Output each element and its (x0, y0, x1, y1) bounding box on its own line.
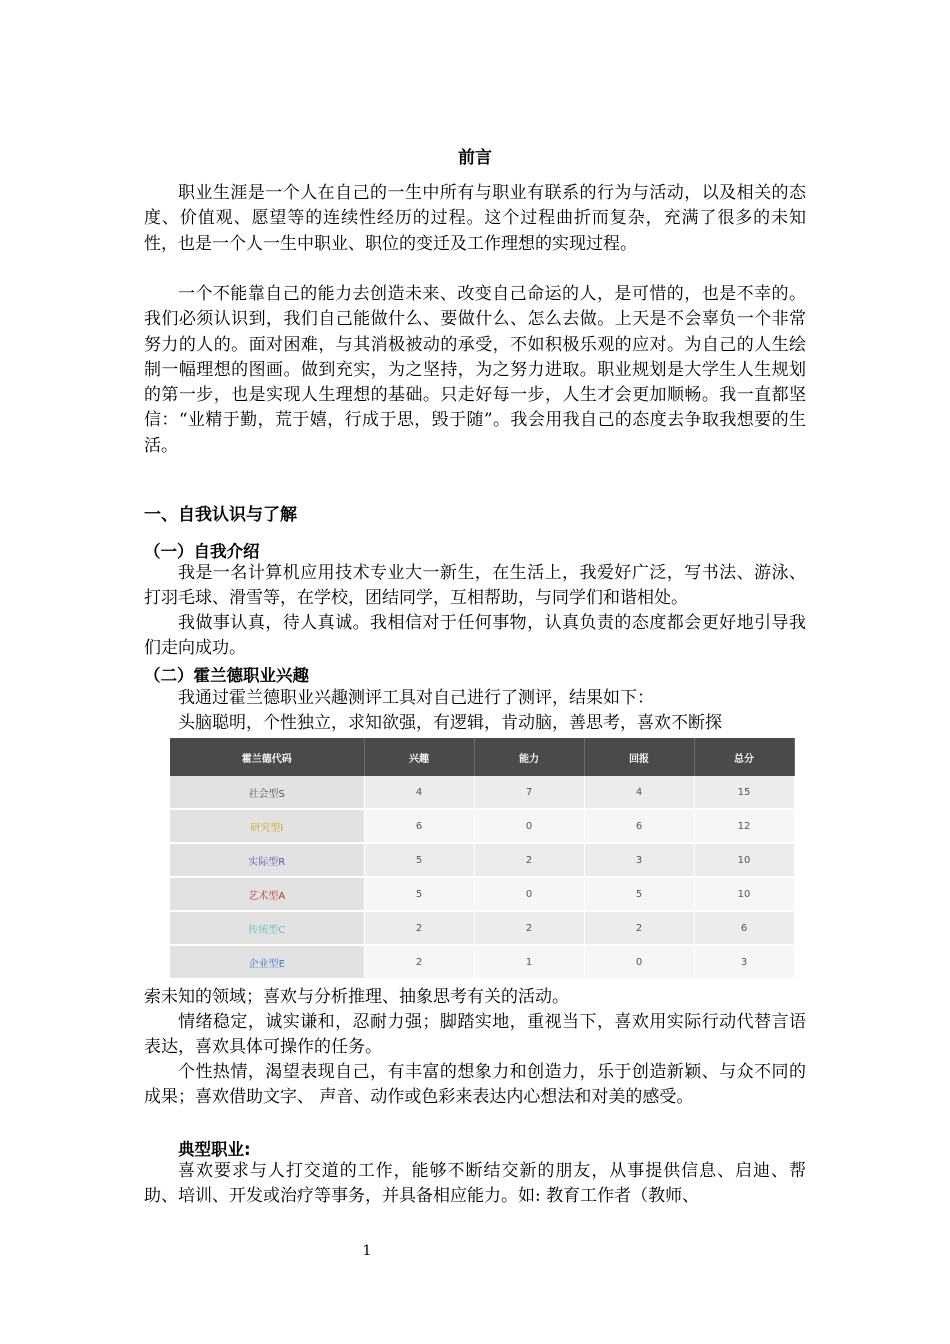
section-heading-self-awareness: 一、自我认识与了解 (144, 505, 297, 525)
total-cell: 6 (694, 911, 794, 945)
code-cell: 艺术型A (170, 877, 364, 911)
interest-cell: 6 (364, 809, 474, 843)
typical-careers-heading: 典型职业: (178, 1140, 251, 1159)
preface-paragraph-1: 职业生涯是一个人在自己的一生中所有与职业有联系的行为与活动，以及相关的态度、价值观、愿望等的连续性经历的过程。这个过程曲折而复杂，充满了很多的未知性，也是一个人一生中职业、职位的变迁及工作理想的实现过程。 (144, 183, 806, 254)
reward-cell: 0 (584, 945, 694, 979)
table-row (170, 911, 794, 945)
total-cell: 15 (694, 776, 794, 809)
table-header-code: 霍兰德代码 (170, 738, 364, 776)
reward-cell: 4 (584, 776, 694, 809)
typical-careers-paragraph: 喜欢要求与人打交道的工作，能够不断结交新的朋友，从事提供信息、启迪、帮助、培训、开发或治疗等事务，并具备相应能力。如: 教育工作者（教师、 (144, 1161, 806, 1207)
page-title: 前言 (458, 148, 492, 168)
code-cell: 实际型R (170, 843, 364, 877)
code-cell: 社会型S (170, 776, 364, 809)
total-cell: 12 (694, 809, 794, 843)
table-row (170, 809, 794, 843)
total-cell: 10 (694, 843, 794, 877)
ability-cell: 0 (474, 809, 584, 843)
holland-paragraph-4: 个性热情，渴望表现自己，有丰富的想象力和创造力，乐于创造新颖、与众不同的成果；喜欢借助文字、 声音、动作或色彩来表达内心想法和对美的感受。 (144, 1062, 806, 1108)
interest-cell: 5 (364, 843, 474, 877)
ability-cell: 2 (474, 911, 584, 945)
total-cell: 10 (694, 877, 794, 911)
table-row (170, 843, 794, 877)
table-row (170, 776, 794, 809)
code-cell: 企业型E (170, 945, 364, 979)
preface-paragraph-2: 一个不能靠自己的能力去创造未来、改变自己命运的人，是可惜的，也是不幸的。我们必须认识到，我们自己能做什么、要做什么、怎么去做。上天是不会辜负一个非常努力的人的。面对困难，与其消极被动的承受，不如积极乐观的应对。为自己的人生绘制一幅理想的图画。做到充实，为之坚持，为之努力进取。职业规划是大学生人生规划的第一步，也是实现人生理想的基础。只走好每一步，人生才会更加顺畅。我一直都坚信：“业精于勤，荒于嬉，行成于思，毁于随”。我会用我自己的态度去争取我想要的生活。 (144, 284, 806, 456)
subsection-heading-holland: （二）霍兰德职业兴趣 (144, 666, 309, 685)
interest-cell: 5 (364, 877, 474, 911)
holland-paragraph-2-start: 头脑聪明，个性独立，求知欲强，有逻辑，肯动脑，善思考，喜欢不断探 (178, 713, 722, 733)
table-header-interest: 兴趣 (364, 738, 474, 776)
ability-cell: 1 (474, 945, 584, 979)
code-cell: 传统型C (170, 911, 364, 945)
reward-cell: 3 (584, 843, 694, 877)
table-header-ability: 能力 (474, 738, 584, 776)
table-header-row (170, 738, 794, 776)
code-cell: 研究型I (170, 809, 364, 843)
table-header-reward: 回报 (584, 738, 694, 776)
subsection-heading-self-intro: （一）自我介绍 (144, 542, 260, 561)
reward-cell: 6 (584, 809, 694, 843)
interest-cell: 2 (364, 911, 474, 945)
ability-cell: 7 (474, 776, 584, 809)
interest-cell: 4 (364, 776, 474, 809)
total-cell: 3 (694, 945, 794, 979)
reward-cell: 2 (584, 911, 694, 945)
table-row (170, 945, 794, 979)
holland-paragraph-2-end: 索未知的领域；喜欢与分析推理、抽象思考有关的活动。 (144, 987, 569, 1007)
self-intro-paragraph-2: 我做事认真，待人真诚。我相信对于任何事物，认真负责的态度都会更好地引导我们走向成功。 (144, 613, 806, 659)
holland-code-table (170, 738, 795, 980)
ability-cell: 2 (474, 843, 584, 877)
reward-cell: 5 (584, 877, 694, 911)
holland-paragraph-1: 我通过霍兰德职业兴趣测评工具对自己进行了测评，结果如下： (178, 688, 654, 708)
ability-cell: 0 (474, 877, 584, 911)
self-intro-paragraph-1: 我是一名计算机应用技术专业大一新生，在生活上，我爱好广泛，写书法、游泳、打羽毛球、滑雪等，在学校，团结同学，互相帮助，与同学们和谐相处。 (144, 563, 806, 609)
holland-paragraph-3: 情绪稳定，诚实谦和，忍耐力强；脚踏实地，重视当下，喜欢用实际行动代替言语表达，喜欢具体可操作的任务。 (144, 1012, 806, 1058)
table-row (170, 877, 794, 911)
page-number: 1 (362, 1243, 372, 1259)
interest-cell: 2 (364, 945, 474, 979)
table-header-total: 总分 (694, 738, 794, 776)
